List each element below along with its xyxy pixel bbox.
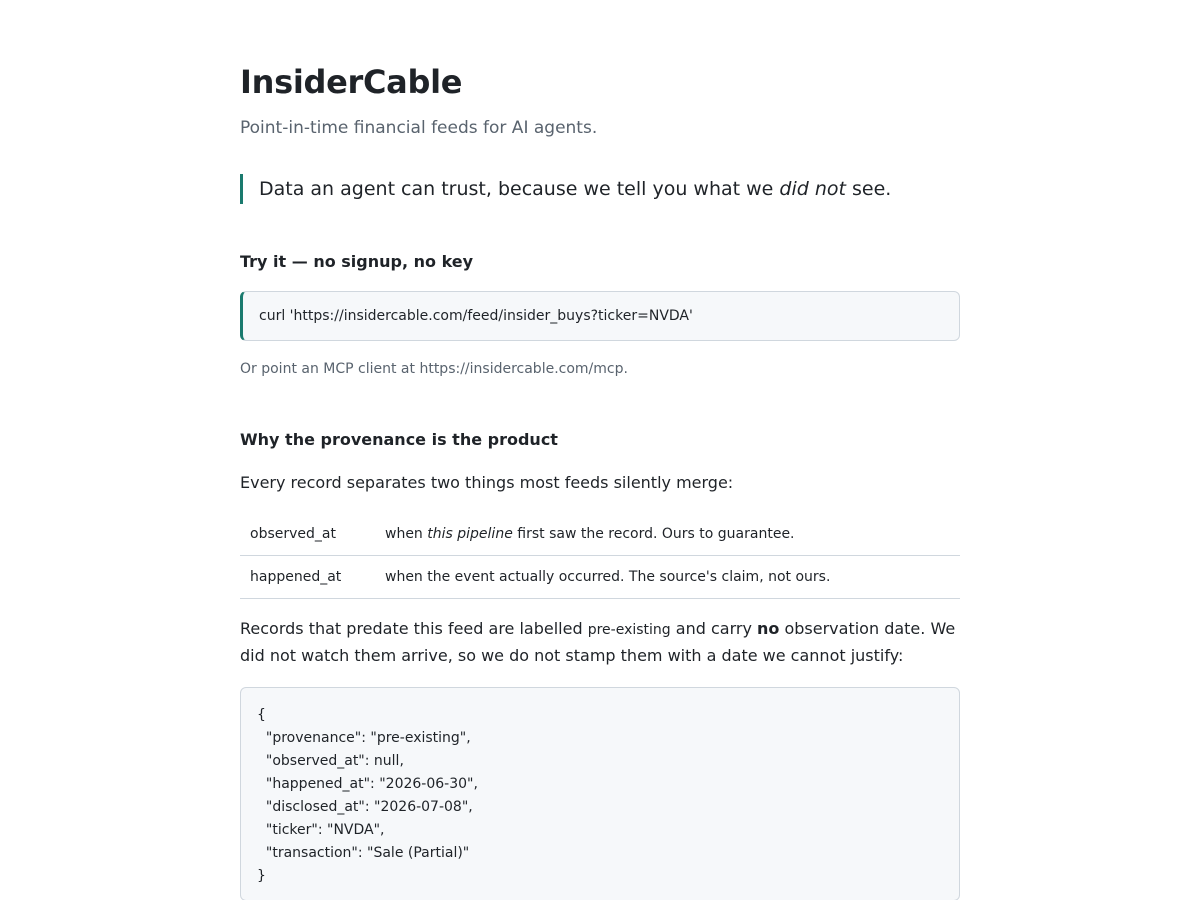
field-name: observed_at: [240, 513, 385, 556]
table-row: [240, 556, 960, 599]
json-example-block: [240, 687, 960, 900]
explain-text: observation date. We did not watch them arrive, so we do not stamp them with a date we cannot justify:: [240, 619, 956, 665]
json-line: "happened_at": "2026-06-30",: [257, 776, 478, 792]
mcp-note: Or point an MCP client at https://insidercable.com/mcp.: [240, 361, 628, 377]
pitch-text: Data an agent can trust, because we tell you what we: [259, 178, 780, 200]
try-it-heading: Try it — no signup, no key: [240, 252, 474, 271]
pitch-quote: [240, 174, 960, 204]
pitch-emphasis: did not: [779, 178, 846, 200]
fields-table: [240, 513, 960, 599]
pre-existing-explanation: [240, 616, 960, 669]
explain-text: Records that predate this feed are labelled: [240, 619, 588, 638]
field-name: happened_at: [240, 556, 385, 599]
explain-strong: no: [757, 619, 780, 638]
json-line: {: [257, 707, 266, 723]
json-line: "transaction": "Sale (Partial)": [257, 845, 470, 861]
curl-command-block[interactable]: [240, 291, 960, 341]
page: [240, 0, 960, 900]
field-description: [385, 556, 960, 599]
field-desc-emphasis: this pipeline: [427, 526, 513, 542]
curl-command[interactable]: curl 'https://insidercable.com/feed/insider_buys?ticker=NVDA': [259, 308, 693, 324]
json-line: "ticker": "NVDA",: [257, 822, 385, 838]
tagline: Point-in-time financial feeds for AI agents.: [240, 118, 598, 138]
explain-text: and carry: [670, 619, 757, 638]
json-line: "provenance": "pre-existing",: [257, 730, 471, 746]
field-desc-text: when: [385, 526, 428, 542]
field-desc-text-end: first saw the record. Ours to guarantee.: [512, 526, 795, 542]
provenance-intro: Every record separates two things most feeds silently merge:: [240, 473, 734, 492]
json-line: "observed_at": null,: [257, 753, 404, 769]
pitch-text-end: see.: [845, 178, 892, 200]
provenance-heading: Why the provenance is the product: [240, 430, 558, 449]
json-line: "disclosed_at": "2026-07-08",: [257, 799, 473, 815]
page-title: InsiderCable: [240, 63, 463, 101]
table-row: [240, 513, 960, 556]
field-desc-text: when the event actually occurred. The source's claim, not ours.: [385, 569, 831, 585]
pre-existing-code: pre-existing: [587, 622, 671, 638]
field-description: [385, 513, 960, 556]
json-line: }: [257, 868, 266, 884]
